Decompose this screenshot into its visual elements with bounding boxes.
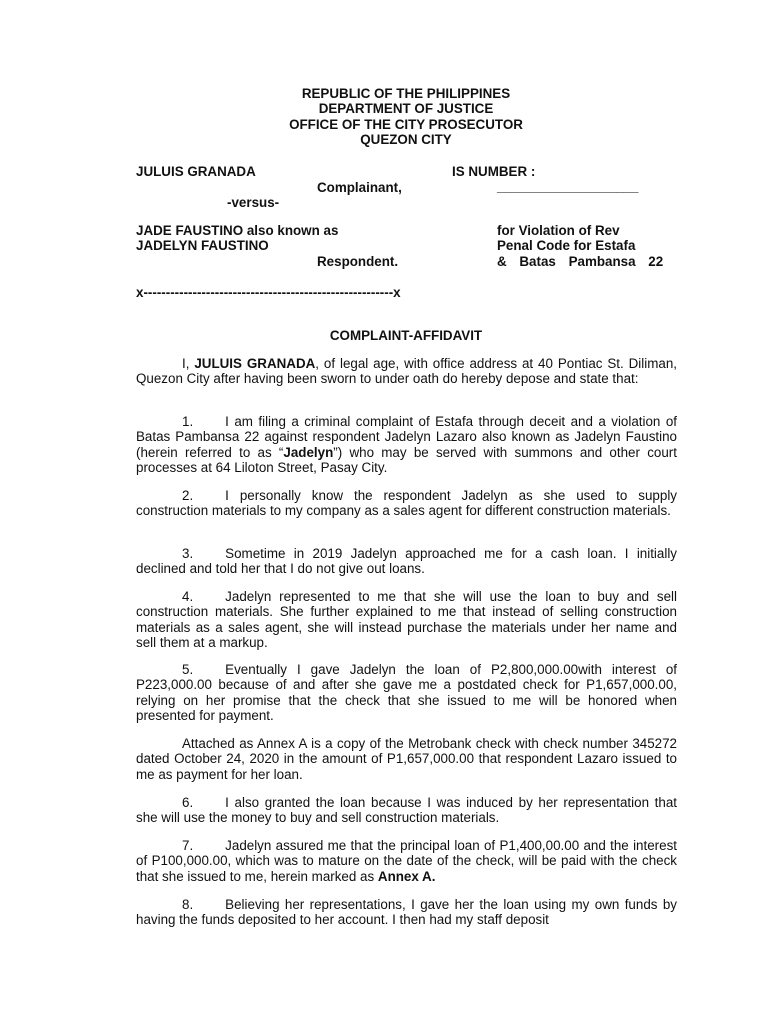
charge-line1: for Violation of Rev — [497, 223, 620, 238]
paragraph-7-text: Jadelyn assured me that the principal loan of P1,400,00.00 and the interest of P100,000.00, which was to mature on the date of the check, will be paid with the check that she issued to me, herein marked as — [136, 838, 677, 884]
paragraph-8-text: Believing her representations, I gave her the loan using my own funds by having the funds deposited to her account. I then had my staff deposit — [136, 897, 677, 928]
intro-pre: I, — [182, 356, 195, 371]
paragraph-1-text-b: ”) who may be served with summons and other court processes at 64 Liloton Street, Pasay City. — [136, 444, 677, 476]
respondent-name-line2: JADELYN FAUSTINO — [136, 238, 269, 253]
paragraph-1-defined-term: Jadelyn — [283, 444, 334, 460]
paragraph-2-text: I personally know the respondent Jadelyn as she used to supply construction materials to my company as a sales agent for different construction materials. — [136, 488, 677, 519]
paragraph-1 — [136, 414, 677, 476]
paragraph-1-number: 1. — [182, 414, 194, 429]
respondent-role: Respondent. — [317, 254, 399, 269]
header-office: OFFICE OF THE CITY PROSECUTOR — [289, 116, 523, 132]
paragraph-7 — [136, 838, 677, 884]
paragraph-6-number: 6. — [182, 795, 194, 810]
complainant-role: Complainant, — [317, 180, 402, 195]
document-header — [0, 86, 768, 148]
paragraph-3-text: Sometime in 2019 Jadelyn approached me for a cash loan. I initially declined and told her that I do not give out loans. — [136, 546, 677, 577]
caption-separator: x--------------------------------------------------------x — [136, 285, 401, 300]
paragraph-7-annex-label: Annex A. — [377, 868, 436, 884]
charge-line3: & Batas Pambansa 22 — [497, 254, 664, 269]
annex-a-paragraph: Attached as Annex A is a copy of the Metrobank check with check number 345272 dated October 24, 2020 in the amount of P1,657,000.00 that respondent Lazaro issued to me as payment for her loan. — [136, 736, 677, 782]
is-number-label: IS NUMBER : — [452, 164, 536, 179]
versus-label: -versus- — [227, 195, 280, 210]
is-number-blank: ___________________ — [497, 179, 639, 194]
paragraph-8-number: 8. — [182, 897, 194, 912]
paragraph-3 — [136, 546, 677, 577]
paragraph-4-text: Jadelyn represented to me that she will use the loan to buy and sell construction materials. She further explained to me that instead of selling construction materials as a sales agent, she will instead purchase the materials under her name and sell them at a markup. — [136, 589, 677, 651]
paragraph-8 — [136, 897, 677, 928]
paragraph-6-text: I also granted the loan because I was induced by her representation that she will use the money to buy and sell construction materials. — [136, 795, 677, 826]
paragraph-4 — [136, 589, 677, 651]
paragraph-5 — [136, 662, 677, 724]
paragraph-3-number: 3. — [182, 546, 194, 561]
header-department: DEPARTMENT OF JUSTICE — [318, 101, 494, 117]
paragraph-5-text: Eventually I gave Jadelyn the loan of P2,800,000.00with interest of P223,000.00 because of and after she gave me a postdated check for P1,657,000.00, relying on her promise that the check that she issued to me will be honored when presented for payment. — [136, 662, 677, 724]
document-title: COMPLAINT-AFFIDAVIT — [329, 328, 483, 343]
complainant-name: JULUIS GRANADA — [136, 164, 256, 179]
header-city: QUEZON CITY — [360, 132, 452, 148]
paragraph-2-number: 2. — [182, 488, 194, 503]
paragraph-6 — [136, 795, 677, 826]
paragraph-2 — [136, 488, 677, 519]
intro-paragraph — [136, 356, 677, 387]
paragraph-7-number: 7. — [182, 838, 194, 853]
respondent-name-line1: JADE FAUSTINO also known as — [136, 223, 339, 238]
paragraph-5-number: 5. — [182, 662, 194, 677]
paragraph-1-text-a: I am filing a criminal complaint of Estafa through deceit and a violation of Batas Pambansa 22 against respondent Jadelyn Lazaro also known as Jadelyn Faustino (herein referred to as “ — [136, 414, 677, 460]
intro-post: , of legal age, with office address at 40 Pontiac St. Diliman, Quezon City after having been sworn to under oath do hereby depose and state that: — [136, 356, 678, 387]
affiant-name: JULUIS GRANADA — [194, 356, 316, 371]
charge-line2: Penal Code for Estafa — [497, 238, 636, 253]
header-republic: REPUBLIC OF THE PHILIPPINES — [301, 86, 511, 101]
paragraph-4-number: 4. — [182, 589, 194, 604]
